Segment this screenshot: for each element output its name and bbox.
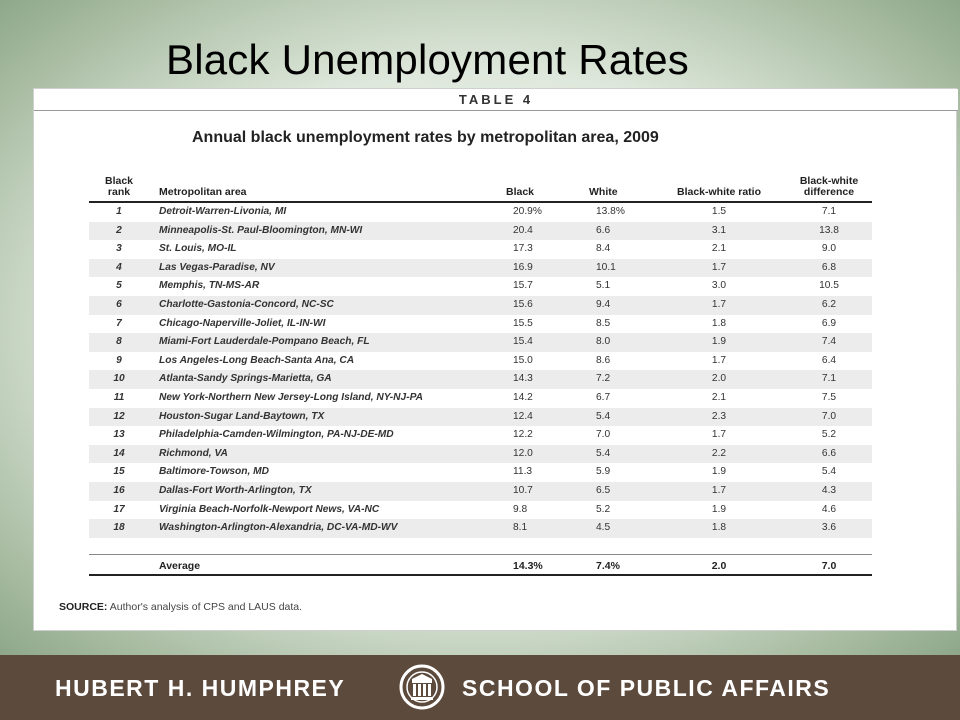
cell-metro: Los Angeles-Long Beach-Santa Ana, CA [159, 354, 355, 366]
average-difference: 7.0 [821, 560, 837, 572]
cell-rank: 16 [113, 484, 125, 496]
cell-metro: Houston-Sugar Land-Baytown, TX [159, 410, 325, 422]
university-seal-icon [398, 663, 446, 711]
table-row [89, 222, 872, 241]
cell-white: 5.9 [596, 466, 611, 478]
cell-difference: 5.2 [821, 429, 837, 441]
cell-ratio: 3.1 [711, 224, 727, 236]
table-row [89, 519, 872, 538]
cell-difference: 6.6 [821, 447, 837, 459]
cell-rank: 3 [116, 243, 122, 255]
cell-ratio: 2.1 [711, 243, 727, 255]
cell-rank: 13 [113, 429, 125, 441]
average-row [89, 554, 872, 576]
table-row [89, 259, 872, 278]
cell-black: 14.2 [513, 391, 533, 403]
cell-rank: 11 [113, 391, 125, 403]
cell-metro: New York-Northern New Jersey-Long Island, NY-NJ-PA [159, 391, 423, 403]
footer-left-text: HUBERT H. HUMPHREY [55, 675, 346, 701]
cell-ratio: 1.9 [711, 336, 727, 348]
cell-ratio: 1.7 [711, 484, 727, 496]
table-row [89, 240, 872, 259]
cell-ratio: 2.3 [711, 410, 727, 422]
table-figure [33, 88, 957, 631]
cell-black: 20.4 [513, 224, 533, 236]
slide-title: Black Unemployment Rates [166, 36, 690, 83]
cell-rank: 9 [116, 354, 122, 366]
cell-difference: 9.0 [821, 243, 837, 255]
cell-rank: 14 [113, 447, 125, 459]
cell-ratio: 2.1 [711, 391, 727, 403]
footer-right-text: SCHOOL OF PUBLIC AFFAIRS [462, 675, 831, 701]
cell-ratio: 1.9 [711, 466, 727, 478]
cell-difference: 7.4 [821, 336, 837, 348]
cell-white: 6.7 [596, 391, 611, 403]
cell-white: 8.4 [596, 243, 611, 255]
cell-difference: 7.1 [821, 373, 837, 385]
cell-ratio: 3.0 [711, 280, 727, 292]
cell-black: 17.3 [513, 243, 533, 255]
cell-black: 12.0 [513, 447, 533, 459]
header-difference: Black-white difference [799, 175, 859, 198]
cell-metro: Chicago-Naperville-Joliet, IL-IN-WI [159, 317, 326, 329]
cell-difference: 7.1 [821, 206, 837, 217]
cell-difference: 4.3 [821, 484, 837, 496]
cell-metro: Atlanta-Sandy Springs-Marietta, GA [159, 373, 332, 385]
cell-rank: 17 [113, 503, 125, 515]
cell-ratio: 1.8 [711, 522, 727, 534]
cell-difference: 4.6 [821, 503, 837, 515]
cell-black: 9.8 [513, 503, 528, 515]
average-ratio: 2.0 [711, 560, 727, 572]
cell-ratio: 2.2 [711, 447, 727, 459]
cell-ratio: 1.5 [711, 206, 727, 217]
cell-rank: 12 [113, 410, 125, 422]
cell-rank: 6 [116, 298, 122, 310]
cell-rank: 2 [116, 224, 122, 236]
cell-black: 15.5 [513, 317, 533, 329]
table-row [89, 445, 872, 464]
footer-bar [0, 655, 960, 720]
cell-difference: 6.2 [821, 298, 837, 310]
cell-difference: 7.0 [821, 410, 837, 422]
cell-black: 15.0 [513, 354, 533, 366]
cell-white: 5.4 [596, 410, 611, 422]
cell-white: 8.5 [596, 317, 611, 329]
table-row [89, 333, 872, 352]
cell-metro: Memphis, TN-MS-AR [159, 280, 260, 292]
cell-ratio: 1.9 [711, 503, 727, 515]
cell-white: 4.5 [596, 522, 611, 534]
cell-ratio: 1.7 [711, 429, 727, 441]
cell-difference: 6.4 [821, 354, 837, 366]
source-text: Author's analysis of CPS and LAUS data. [109, 601, 303, 613]
cell-metro: Baltimore-Towson, MD [159, 466, 269, 478]
cell-white: 8.6 [596, 354, 611, 366]
table-body [89, 203, 872, 538]
cell-rank: 1 [116, 206, 122, 217]
cell-black: 15.4 [513, 336, 533, 348]
average-black: 14.3% [513, 560, 543, 572]
cell-difference: 5.4 [821, 466, 837, 478]
header-ratio: Black-white ratio [676, 186, 762, 198]
cell-difference: 13.8 [819, 224, 839, 236]
cell-rank: 4 [116, 261, 122, 273]
cell-white: 6.5 [596, 484, 611, 496]
cell-metro: Virginia Beach-Norfolk-Newport News, VA-NC [159, 503, 380, 515]
average-label: Average [159, 560, 201, 572]
cell-white: 6.6 [596, 224, 611, 236]
cell-metro: Las Vegas-Paradise, NV [159, 261, 275, 273]
cell-black: 8.1 [513, 522, 528, 534]
cell-ratio: 1.7 [711, 354, 727, 366]
cell-white: 13.8% [596, 206, 625, 217]
cell-metro: Minneapolis-St. Paul-Bloomington, MN-WI [159, 224, 363, 236]
cell-ratio: 1.7 [711, 261, 727, 273]
table-caption: Annual black unemployment rates by metropolitan area, 2009 [192, 129, 659, 146]
cell-black: 15.6 [513, 298, 533, 310]
header-black: Black [506, 186, 535, 198]
table-row [89, 203, 872, 222]
cell-metro: Charlotte-Gastonia-Concord, NC-SC [159, 298, 334, 310]
cell-white: 8.0 [596, 336, 611, 348]
cell-white: 7.2 [596, 373, 611, 385]
cell-black: 15.7 [513, 280, 533, 292]
cell-black: 12.2 [513, 429, 533, 441]
cell-white: 5.1 [596, 280, 611, 292]
cell-rank: 10 [113, 373, 125, 385]
cell-white: 5.4 [596, 447, 611, 459]
cell-black: 12.4 [513, 410, 533, 422]
cell-black: 16.9 [513, 261, 533, 273]
cell-metro: Washington-Arlington-Alexandria, DC-VA-MD-WV [159, 522, 398, 534]
cell-white: 10.1 [596, 261, 616, 273]
cell-difference: 6.9 [821, 317, 837, 329]
cell-black: 20.9% [513, 206, 542, 217]
cell-white: 7.0 [596, 429, 611, 441]
header-rank: Black rank [104, 175, 134, 198]
cell-ratio: 2.0 [711, 373, 727, 385]
cell-difference: 7.5 [821, 391, 837, 403]
table-row [89, 277, 872, 296]
cell-ratio: 1.7 [711, 298, 727, 310]
cell-metro: Richmond, VA [159, 447, 228, 459]
cell-ratio: 1.8 [711, 317, 727, 329]
cell-rank: 8 [116, 336, 122, 348]
table-header [89, 173, 872, 203]
table-row [89, 501, 872, 520]
table-label: TABLE 4 [458, 92, 534, 107]
cell-difference: 10.5 [819, 280, 839, 292]
cell-difference: 3.6 [821, 522, 837, 534]
cell-metro: Philadelphia-Camden-Wilmington, PA-NJ-DE-MD [159, 429, 394, 441]
cell-black: 14.3 [513, 373, 533, 385]
cell-black: 10.7 [513, 484, 533, 496]
cell-rank: 15 [113, 466, 125, 478]
source-note [59, 601, 302, 613]
table-row [89, 482, 872, 501]
table-row [89, 389, 872, 408]
cell-white: 5.2 [596, 503, 611, 515]
cell-white: 9.4 [596, 298, 611, 310]
table-row [89, 352, 872, 371]
cell-difference: 6.8 [821, 261, 837, 273]
table-row [89, 426, 872, 445]
cell-rank: 18 [113, 522, 125, 534]
cell-rank: 5 [116, 280, 122, 292]
table-row [89, 370, 872, 389]
cell-rank: 7 [116, 317, 122, 329]
cell-metro: Detroit-Warren-Livonia, MI [159, 206, 287, 217]
cell-metro: Dallas-Fort Worth-Arlington, TX [159, 484, 312, 496]
table-row [89, 408, 872, 427]
cell-black: 11.3 [513, 466, 533, 478]
table-label-bar [34, 89, 958, 111]
cell-metro: St. Louis, MO-IL [159, 243, 237, 255]
average-white: 7.4% [596, 560, 620, 572]
header-metro: Metropolitan area [159, 186, 247, 198]
cell-metro: Miami-Fort Lauderdale-Pompano Beach, FL [159, 336, 370, 348]
table-row [89, 315, 872, 334]
header-white: White [589, 186, 618, 198]
source-label: SOURCE: [59, 601, 108, 613]
table-row [89, 296, 872, 315]
table-row [89, 463, 872, 482]
